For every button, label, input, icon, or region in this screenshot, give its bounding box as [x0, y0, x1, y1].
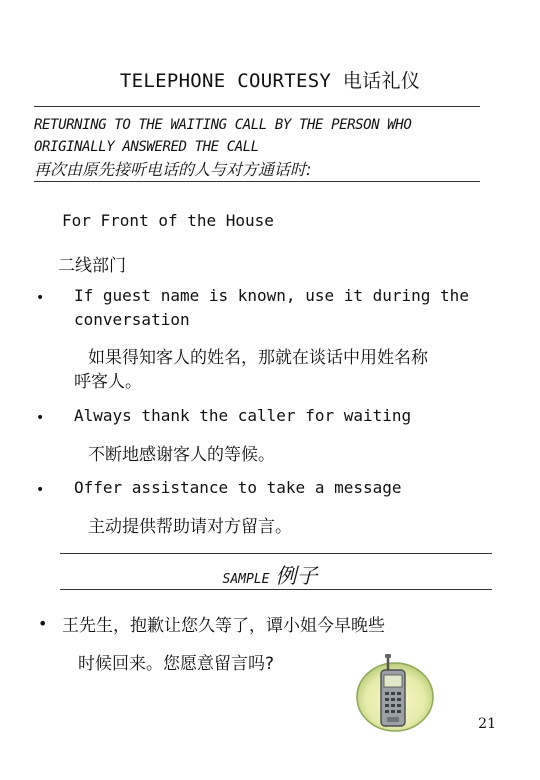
section-heading-line-1: RETURNING TO THE WAITING CALL BY THE PERSON WHO: [34, 117, 412, 133]
bullet-3-cn: 主动提供帮助请对方留言。: [88, 517, 292, 537]
page-number: 21: [478, 716, 496, 732]
page-title: TELEPHONE COURTESY 电话礼仪: [119, 70, 421, 92]
bullet-marker: •: [36, 482, 45, 498]
sample-bullet-marker: •: [38, 614, 48, 633]
sample-text-line-1: 王先生，抱歉让您久等了，谭小姐今早晚些: [62, 616, 385, 636]
sample-label: [0, 560, 540, 590]
sample-label-en: SAMPLE: [222, 572, 270, 587]
bullet-1-en-line-1: If guest name is known, use it during the: [74, 286, 469, 305]
bullet-marker: •: [36, 410, 45, 426]
bullet-marker: •: [36, 290, 45, 306]
bullet-1-en-line-2: conversation: [74, 310, 190, 329]
bullet-3-en: Offer assistance to take a message: [74, 478, 402, 497]
sample-bottom-divider: [60, 589, 492, 590]
section-heading-cn: 再次由原先接听电话的人与对方通话时:: [34, 160, 312, 179]
sample-label-cn: 例子: [275, 564, 318, 588]
section-heading-line-2: ORIGINALLY ANSWERED THE CALL: [34, 139, 259, 155]
title-divider: [34, 106, 480, 107]
audience-label-cn: 二线部门: [58, 256, 126, 276]
audience-label-en: For Front of the House: [62, 211, 274, 230]
bullet-2-en: Always thank the caller for waiting: [74, 406, 412, 425]
mobile-phone-icon: [354, 652, 436, 734]
sample-top-divider: [60, 553, 492, 554]
bullet-2-cn: 不断地感谢客人的等候。: [88, 445, 275, 465]
bullet-1-cn-line-2: 呼客人。: [74, 372, 142, 392]
section-divider: [34, 181, 480, 182]
bullet-1-cn-line-1: 如果得知客人的姓名，那就在谈话中用姓名称: [88, 348, 428, 368]
sample-text-line-2: 时候回来。您愿意留言吗?: [78, 654, 275, 674]
